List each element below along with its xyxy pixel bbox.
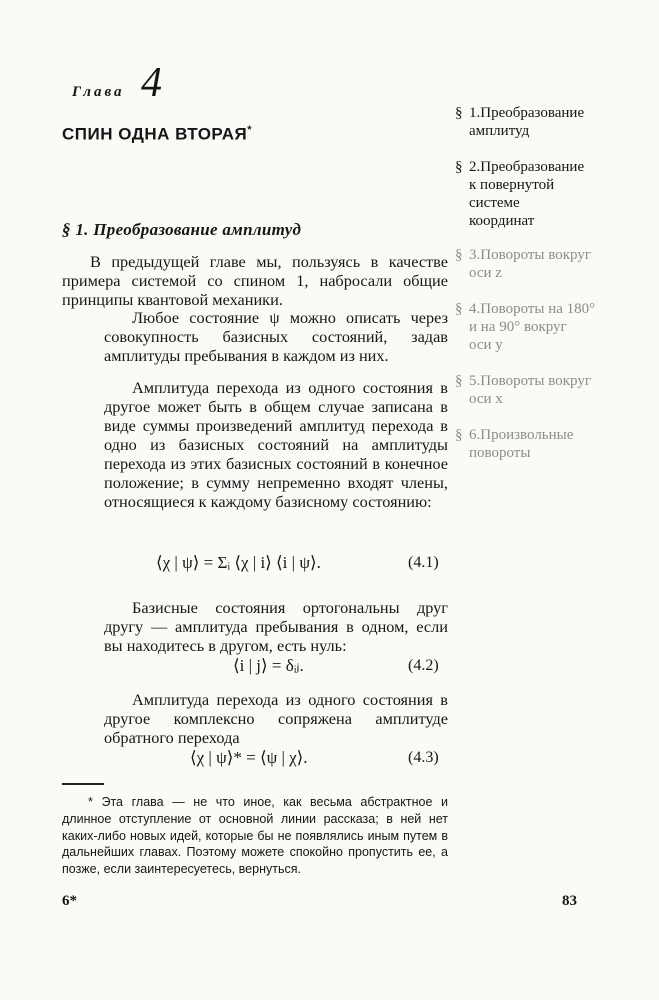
equation-4-2: ⟨i | j⟩ = δᵢⱼ. <box>233 656 304 675</box>
paragraph-1: В предыдущей главе мы, пользуясь в качестве примера системой со спином 1, набросали общие принципы квантовой механики. <box>62 252 448 309</box>
toc-item-text: 2.Преобразование к повернутой системе координат <box>469 159 585 229</box>
equation-number-4-1: (4.1) <box>408 554 439 571</box>
footnote <box>62 794 448 878</box>
toc-section-symbol: § <box>455 105 463 121</box>
paragraph-2: Любое состояние ψ можно описать через совокупность базисных состояний, задав амплитуды пребывания в каждом из них. <box>104 308 448 365</box>
chapter-title <box>62 124 252 145</box>
footnote-mark: * <box>88 795 93 809</box>
page-number: 83 <box>562 893 577 909</box>
toc-section-symbol: § <box>455 301 463 317</box>
toc-item-text: 4.Повороты на 180° и на 90° вокруг оси y <box>469 301 596 353</box>
equation-4-1: ⟨χ | ψ⟩ = Σᵢ ⟨χ | i⟩ ⟨i | ψ⟩. <box>156 553 321 572</box>
toc-section-symbol: § <box>455 427 463 443</box>
equation-number-4-2: (4.2) <box>408 657 439 674</box>
footnote-rule <box>62 783 104 785</box>
toc-section-symbol: § <box>455 247 463 263</box>
equation-number-4-3: (4.3) <box>408 749 439 766</box>
section-heading: § 1. Преобразование амплитуд <box>62 220 302 239</box>
toc-item-text: 6.Произвольные повороты <box>469 427 574 461</box>
toc-item-text: 5.Повороты вокруг оси x <box>469 373 591 407</box>
printer-signature: 6* <box>62 893 77 909</box>
toc-item-text: 1.Преобразование амплитуд <box>469 105 585 139</box>
chapter-title-footnote-mark: * <box>247 124 253 136</box>
chapter-title-text: СПИН ОДНА ВТОРАЯ <box>62 124 248 144</box>
toc-item-text: 3.Повороты вокруг оси z <box>469 247 591 281</box>
toc-section-symbol: § <box>455 373 463 389</box>
chapter-number: 4 <box>141 60 162 106</box>
toc-section-symbol: § <box>455 159 463 175</box>
section-contents <box>455 104 655 464</box>
paragraph-5: Амплитуда перехода из одного состояния в другое комплексно сопряжена амплитуде обратного перехода <box>104 690 448 747</box>
footnote-text: Эта глава — не что иное, как весьма абстрактное и длинное отступление от основной линии рассказа; в ней нет каких-либо новых идей, которые бы не появлялись иным путем в дальнейших главах. Поэтому можете спокойно пропустить ее, а позже, если заинтересуетесь, вернуться. <box>62 795 448 877</box>
equation-4-3: ⟨χ | ψ⟩* = ⟨ψ | χ⟩. <box>190 748 308 767</box>
paragraph-4: Базисные состояния ортогональны друг другу — амплитуда пребывания в одном, если вы находитесь в другом, есть нуль: <box>104 598 448 655</box>
paragraph-3: Амплитуда перехода из одного состояния в другое может быть в общем случае записана в виде суммы произведений амплитуд перехода в одно из базисных состояний на амплитуды перехода из этих базисных состояний в конечное положение; в сумму непременно входят члены, относящиеся к каждому базисному состоянию: <box>104 378 448 511</box>
chapter-label: Глава <box>72 84 125 100</box>
